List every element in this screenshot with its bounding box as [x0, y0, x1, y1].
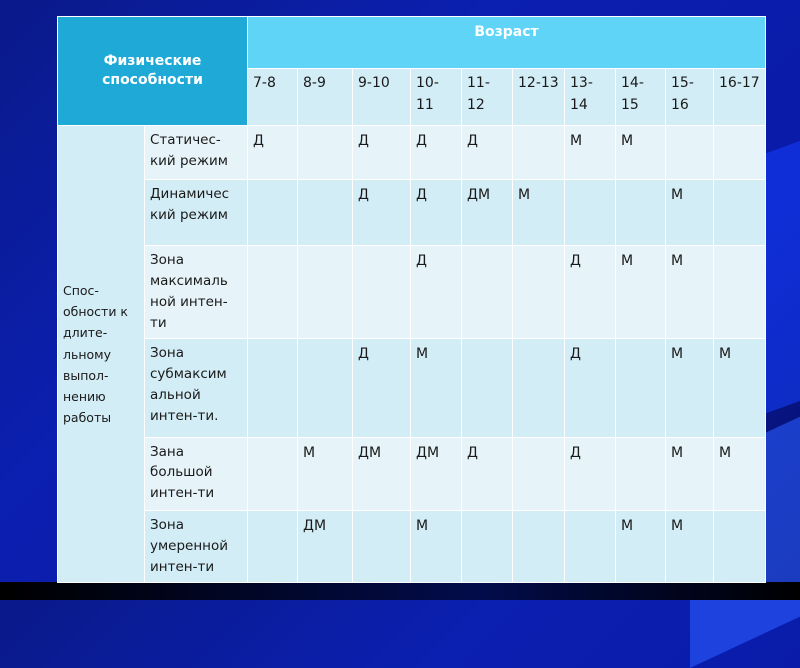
mode-label: Статичес-кий режим: [145, 126, 248, 179]
table-cell: [248, 339, 298, 437]
table-cell: ДМ: [353, 437, 411, 510]
table-cell: М: [411, 510, 462, 582]
table-cell: М: [513, 179, 565, 245]
table-cell: ДМ: [298, 510, 353, 582]
table-cell: [248, 437, 298, 510]
table-cell: [248, 510, 298, 582]
age-group-header: 9-10: [353, 69, 411, 126]
table-cell: М: [616, 510, 666, 582]
table-cell: М: [565, 126, 616, 179]
table-cell: М: [616, 126, 666, 179]
table-cell: [616, 437, 666, 510]
mode-label: Зона субмаксим альной интен-ти.: [145, 339, 248, 437]
table-cell: Д: [565, 437, 616, 510]
table-cell: М: [714, 339, 766, 437]
mode-label: Зана большой интен-ти: [145, 437, 248, 510]
age-group-header: 10-11: [411, 69, 462, 126]
table-row: [58, 437, 766, 510]
table-cell: [248, 179, 298, 245]
table-row: [58, 510, 766, 582]
category-label: Спос-обности к длите-льному выпол-нению работы: [58, 126, 145, 583]
table-row: [58, 179, 766, 245]
table-cell: Д: [411, 179, 462, 245]
table-cell: Д: [353, 179, 411, 245]
table-cell: [353, 246, 411, 339]
abilities-table: [57, 16, 766, 583]
table-cell: [714, 246, 766, 339]
table-cell: М: [714, 437, 766, 510]
table-cell: [298, 339, 353, 437]
table-cell: [513, 339, 565, 437]
header-age: Возраст: [248, 17, 766, 69]
mode-label: Зона умеренной интен-ти: [145, 510, 248, 582]
table-cell: [714, 179, 766, 245]
table-cell: [616, 179, 666, 245]
age-group-header: 12-13: [513, 69, 565, 126]
table-cell: М: [666, 339, 714, 437]
table-cell: [462, 510, 513, 582]
age-group-header: 15-16: [666, 69, 714, 126]
table-cell: Д: [353, 126, 411, 179]
table-cell: ДМ: [462, 179, 513, 245]
age-group-header: 14-15: [616, 69, 666, 126]
table-cell: М: [411, 339, 462, 437]
table-cell: Д: [565, 339, 616, 437]
table-cell: [616, 339, 666, 437]
table-row: [58, 339, 766, 437]
table-cell: [298, 179, 353, 245]
age-group-header: 7-8: [248, 69, 298, 126]
table-cell: [248, 246, 298, 339]
table-cell: Д: [462, 437, 513, 510]
table-cell: [353, 510, 411, 582]
table-cell: М: [666, 437, 714, 510]
mode-label: Динамичес кий режим: [145, 179, 248, 245]
table-cell: М: [298, 437, 353, 510]
header-abilities: Физические способности: [58, 17, 248, 126]
table-cell: [666, 126, 714, 179]
table-cell: [513, 126, 565, 179]
table-cell: Д: [565, 246, 616, 339]
table-row: [58, 126, 766, 179]
table-cell: [565, 510, 616, 582]
age-group-header: 11-12: [462, 69, 513, 126]
table-cell: [513, 437, 565, 510]
table-cell: [513, 246, 565, 339]
table-cell: Д: [248, 126, 298, 179]
table-cell: [462, 339, 513, 437]
table-cell: [565, 179, 616, 245]
table-cell: Д: [353, 339, 411, 437]
table-cell: М: [616, 246, 666, 339]
age-group-header: 8-9: [298, 69, 353, 126]
table-body: [58, 126, 766, 583]
table-cell: ДМ: [411, 437, 462, 510]
mode-label: Зона максималь ной интен-ти: [145, 246, 248, 339]
table-cell: Д: [411, 246, 462, 339]
age-group-header: 16-17: [714, 69, 766, 126]
table-row: [58, 246, 766, 339]
background-decoration: [0, 582, 800, 600]
table-cell: [714, 510, 766, 582]
age-group-header: 13-14: [565, 69, 616, 126]
table-cell: М: [666, 246, 714, 339]
table-cell: Д: [411, 126, 462, 179]
table-cell: [714, 126, 766, 179]
table-cell: [298, 126, 353, 179]
table-cell: [462, 246, 513, 339]
table-cell: Д: [462, 126, 513, 179]
table-cell: М: [666, 179, 714, 245]
table-cell: [513, 510, 565, 582]
table-cell: [298, 246, 353, 339]
table-cell: М: [666, 510, 714, 582]
